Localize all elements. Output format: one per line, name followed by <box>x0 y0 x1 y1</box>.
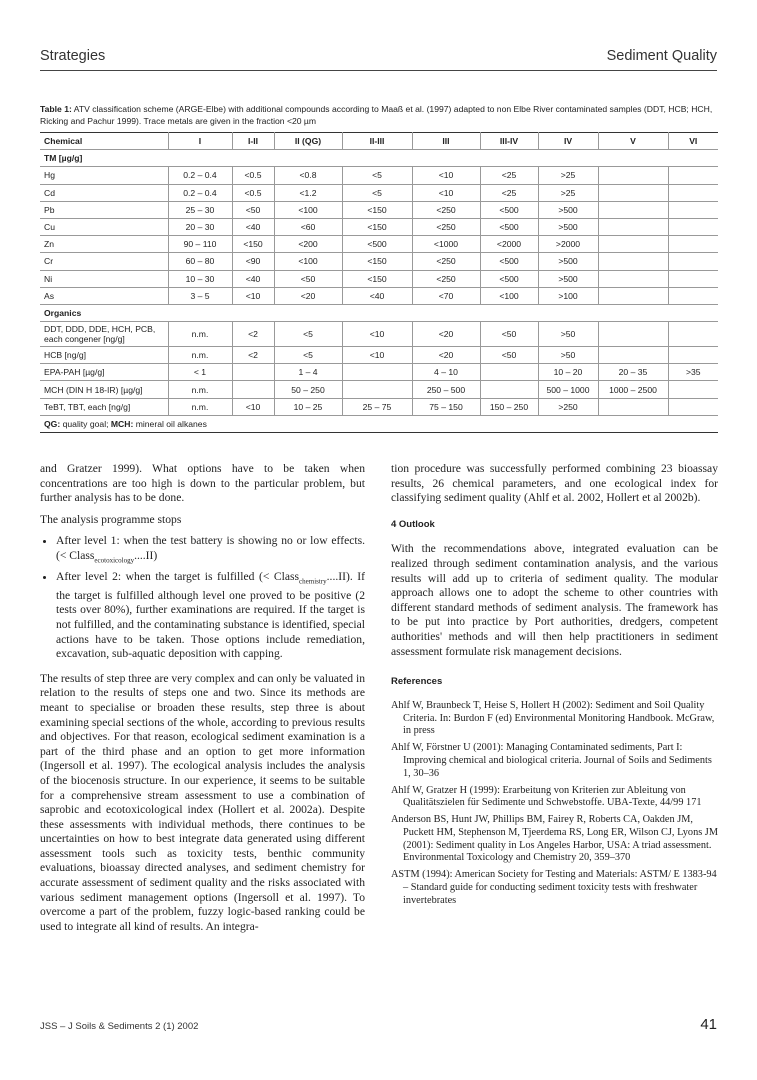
table-cell: <70 <box>412 287 480 304</box>
table-cell: >25 <box>538 184 598 201</box>
table-cell: 10 – 30 <box>168 270 232 287</box>
table-cell: 90 – 110 <box>168 236 232 253</box>
table-cell: 0.2 – 0.4 <box>168 167 232 184</box>
table-cell: < 1 <box>168 364 232 381</box>
table-row <box>40 218 718 235</box>
table-cell <box>668 287 718 304</box>
table-cell: 0.2 – 0.4 <box>168 184 232 201</box>
row-label: HCB [ng/g] <box>40 347 168 364</box>
table-cell: n.m. <box>168 347 232 364</box>
table-cell <box>668 347 718 364</box>
table-row <box>40 287 718 304</box>
table-cell: n.m. <box>168 398 232 415</box>
table-cell: <0.8 <box>274 167 342 184</box>
table-row <box>40 347 718 364</box>
running-header <box>40 48 717 71</box>
table-cell: <10 <box>412 167 480 184</box>
table-cell: <40 <box>342 287 412 304</box>
table-row <box>40 184 718 201</box>
reference-item: Anderson BS, Hunt JW, Phillips BM, Fairey R, Roberts CA, Oakden JM, Puckett HM, Stephenson M, Tjeerdema RS, Long ER, Wilson CJ, Lyons JM (2001): Sediment quality in Los Angeles Harbor, USA: A triad assessment. Environmental Toxicology and Chemistry 20, 359–370 <box>391 814 718 864</box>
table-cell: 1000 – 2500 <box>598 381 668 398</box>
table-cell <box>480 364 538 381</box>
table-cell: >35 <box>668 364 718 381</box>
left-column <box>40 462 365 941</box>
table-footnote: QG: quality goal; MCH: mineral oil alkanes <box>40 415 718 432</box>
table-cell <box>598 236 668 253</box>
table-cell: <40 <box>232 270 274 287</box>
row-label: MCH (DIN H 18-IR) [µg/g] <box>40 381 168 398</box>
header-topic: Sediment Quality <box>606 48 717 64</box>
paragraph: and Gratzer 1999). What options have to be taken when concentrations are too high is down to the particular problem, but further analysis has to be done. <box>40 462 365 505</box>
table-cell: <150 <box>342 253 412 270</box>
table-header-row <box>40 133 718 150</box>
reference-item: ASTM (1994): American Society for Testing and Materials: ASTM/ E 1383-94 – Standard guide for conducting sediment toxicity tests with freshwater invertebrates <box>391 869 717 906</box>
row-label: Zn <box>40 236 168 253</box>
section-heading-outlook: 4 Outlook <box>391 518 435 530</box>
table-cell: <100 <box>480 287 538 304</box>
journal-citation: JSS – J Soils & Sediments 2 (1) 2002 <box>40 1021 199 1032</box>
table-cell <box>668 253 718 270</box>
table-row <box>40 201 718 218</box>
table-cell: 60 – 80 <box>168 253 232 270</box>
table-row <box>40 381 718 398</box>
column-header: Chemical <box>40 133 168 150</box>
table-cell: <500 <box>480 270 538 287</box>
table-cell: >100 <box>538 287 598 304</box>
table-cell: 250 – 500 <box>412 381 480 398</box>
table-cell: >500 <box>538 270 598 287</box>
table-cell: <20 <box>412 322 480 347</box>
row-label: Cd <box>40 184 168 201</box>
table-cell: 4 – 10 <box>412 364 480 381</box>
section-row-organics: Organics <box>40 304 718 321</box>
row-label: As <box>40 287 168 304</box>
row-label: EPA-PAH [µg/g] <box>40 364 168 381</box>
table-cell: <2 <box>232 347 274 364</box>
table-cell: >250 <box>538 398 598 415</box>
list-item: • After level 1: when the test battery is showing no or low effects. (< Class$_{ecotoxicology}$....II) <box>56 534 365 568</box>
table-cell: 25 – 75 <box>342 398 412 415</box>
table-cell <box>598 398 668 415</box>
table-cell <box>342 364 412 381</box>
table-cell: <60 <box>274 218 342 235</box>
table-cell: <1.2 <box>274 184 342 201</box>
table-cell: <250 <box>412 201 480 218</box>
bullet-list <box>40 534 365 661</box>
table-row <box>40 236 718 253</box>
table-body <box>40 150 718 433</box>
table-cell: 1 – 4 <box>274 364 342 381</box>
table-cell: <25 <box>480 167 538 184</box>
table-cell: <500 <box>342 236 412 253</box>
paragraph: The analysis programme stops <box>40 512 182 526</box>
table-cell: >25 <box>538 167 598 184</box>
running-footer <box>40 1018 717 1036</box>
column-header: VI <box>668 133 718 150</box>
table-cell <box>598 167 668 184</box>
table-cell: <25 <box>480 184 538 201</box>
table-cell <box>668 270 718 287</box>
table-cell: >50 <box>538 347 598 364</box>
row-label: DDT, DDD, DDE, HCH, PCB, each congener [ng/g] <box>40 322 168 347</box>
table-row <box>40 398 718 415</box>
table-cell: 150 – 250 <box>480 398 538 415</box>
table-cell: <10 <box>342 322 412 347</box>
table-row <box>40 270 718 287</box>
table-row <box>40 167 718 184</box>
table-cell: 25 – 30 <box>168 201 232 218</box>
column-header: III <box>412 133 480 150</box>
row-label: TeBT, TBT, each [ng/g] <box>40 398 168 415</box>
caption-text: ATV classification scheme (ARGE-Elbe) with additional compounds according to Maaß et al. (1997) adapted to non Elbe River contaminated samples (DDT, HCB; HCH, Ricking and Pachur 1999). Trace metals are given in the fraction <20 µm <box>40 104 713 126</box>
column-header: II (QG) <box>274 133 342 150</box>
row-label: Pb <box>40 201 168 218</box>
table-cell: >2000 <box>538 236 598 253</box>
row-label: Cr <box>40 253 168 270</box>
table-cell: <5 <box>342 167 412 184</box>
table-cell: <250 <box>412 253 480 270</box>
section-heading-references: References <box>391 676 443 688</box>
table-cell: <250 <box>412 218 480 235</box>
table-cell <box>598 218 668 235</box>
row-label: Ni <box>40 270 168 287</box>
paragraph: tion procedure was successfully performed combining 23 bioassay results, 26 chemical parameters, and one ecological index for classifying sediment quality (Ahlf et al. 2002, Hollert et al 2002b). <box>391 462 718 505</box>
table-cell: <20 <box>274 287 342 304</box>
table-cell: <0.5 <box>232 167 274 184</box>
table-cell: 10 – 25 <box>274 398 342 415</box>
table-cell: >500 <box>538 201 598 218</box>
caption-label: Table 1: <box>40 104 72 114</box>
column-header: IV <box>538 133 598 150</box>
table-cell: 10 – 20 <box>538 364 598 381</box>
table-cell <box>668 236 718 253</box>
table-cell <box>668 201 718 218</box>
table-cell <box>480 381 538 398</box>
table-cell: <90 <box>232 253 274 270</box>
table-cell <box>232 364 274 381</box>
table-cell: <5 <box>274 322 342 347</box>
table-cell <box>598 184 668 201</box>
table-cell: <50 <box>274 270 342 287</box>
table-cell: 50 – 250 <box>274 381 342 398</box>
table-row <box>40 253 718 270</box>
column-header: I-II <box>232 133 274 150</box>
table-cell: <10 <box>342 347 412 364</box>
table-cell: n.m. <box>168 322 232 347</box>
table-cell <box>598 201 668 218</box>
table-cell <box>598 270 668 287</box>
list-item: • After level 2: when the target is fulfilled (< Class$_{chemistry}$....II). If the target is fulfilled although level one proved to be positive (2 tests over 80%), further examinations are required. If the target is not fulfilled, and the contaminating substance is identified, special actions have to be taken. Those options include remediation, excavation, sub-aquatic deposition with capping. <box>56 570 365 662</box>
row-label: Hg <box>40 167 168 184</box>
table-cell: <10 <box>412 184 480 201</box>
reference-item: Ahlf W, Gratzer H (1999): Erarbeitung von Kriterien zur Ableitung von Qualitätszielen für Sedimente und Schwebstoffe. UBA-Texte, 44/99 171 <box>391 784 702 809</box>
table-cell <box>668 398 718 415</box>
table-cell: >500 <box>538 218 598 235</box>
table-cell: <100 <box>274 253 342 270</box>
table-cell: 3 – 5 <box>168 287 232 304</box>
table-cell: <150 <box>342 218 412 235</box>
table-cell: <10 <box>232 398 274 415</box>
paragraph: With the recommendations above, integrated evaluation can be realized through sediment contamination analysis, and the various results will add up to criteria of sediment quality. The modular approach allows one to adopt the scheme to other countries with different standard methods of sediment analysis. The framework has to be put into practice by Port authorities, dredgers, competent authorities' methods and will then help practitioners in sediment assessment formulate risk management decisions. <box>391 542 718 658</box>
table-cell <box>598 253 668 270</box>
table-cell: <5 <box>274 347 342 364</box>
reference-item: Ahlf W, Förstner U (2001): Managing Contaminated sediments, Part I: Improving chemical and biological criteria. Journal of Soils and Sediments 1, 30–36 <box>391 742 712 779</box>
right-column <box>391 462 718 912</box>
table-cell: <500 <box>480 201 538 218</box>
unit-row: TM [µg/g] <box>40 150 718 167</box>
table-cell <box>598 287 668 304</box>
table-cell: <150 <box>232 236 274 253</box>
table-cell: >500 <box>538 253 598 270</box>
row-label: Cu <box>40 218 168 235</box>
table-cell: n.m. <box>168 381 232 398</box>
table-cell: <250 <box>412 270 480 287</box>
table-cell <box>668 184 718 201</box>
table-cell: 500 – 1000 <box>538 381 598 398</box>
table-cell: 75 – 150 <box>412 398 480 415</box>
table-cell: <2000 <box>480 236 538 253</box>
table-cell: <200 <box>274 236 342 253</box>
column-header: II-III <box>342 133 412 150</box>
table-cell: <500 <box>480 253 538 270</box>
table-cell <box>668 381 718 398</box>
table-cell: <50 <box>480 322 538 347</box>
table-cell: <2 <box>232 322 274 347</box>
table-row <box>40 322 718 347</box>
table-cell: <1000 <box>412 236 480 253</box>
table-cell <box>342 381 412 398</box>
table-cell: 20 – 30 <box>168 218 232 235</box>
table-cell: <40 <box>232 218 274 235</box>
table-cell <box>668 218 718 235</box>
table-cell: <500 <box>480 218 538 235</box>
table-cell <box>232 381 274 398</box>
column-header: III-IV <box>480 133 538 150</box>
table-cell: <20 <box>412 347 480 364</box>
table-cell <box>668 167 718 184</box>
table-cell: <50 <box>232 201 274 218</box>
table-cell: <150 <box>342 201 412 218</box>
header-section: Strategies <box>40 48 106 64</box>
table-cell <box>668 322 718 347</box>
reference-item: Ahlf W, Braunbeck T, Heise S, Hollert H (2002): Sediment and Soil Quality Criteria. In: Burdon F (ed) Environmental Monitoring Handbook. McGraw, in press <box>391 699 715 737</box>
table-cell <box>598 347 668 364</box>
classification-table <box>40 132 718 433</box>
table-cell: 20 – 35 <box>598 364 668 381</box>
page-number: 41 <box>700 1016 717 1033</box>
table-cell <box>598 322 668 347</box>
table-cell: <100 <box>274 201 342 218</box>
paragraph: The results of step three are very complex and can only be valuated in relation to the results of steps one and two. Since its methods are meant to specialise or broaden these results, step three is about examining special sections of the whole, according to previous results and objectives. For that reason, ecological sediment examination is a part of the third phase and an option to get more information (Ingersoll et al. 1997). The ecological analysis includes the analysis of the biocenosis structure. In our experience, it seems to be suitable for a comprehensive stream assessment to use a combination of saprobic and ecotoxicological index (Hollert et al. 2002a). Despite these assessments with individual methods, there continues to be uncertainties on how to best integrate data generated using different assessment tools such as toxicity tests, benthic community evaluations, bioassay directed analyses, and sediment chemistry for accurate assessment of sediment quality and the risks associated with various sediment management options (Ingersoll et al. 1997). To overcome a part of the problem, fuzzy logic-based ranking could be used to integrate all kind of results. An integra- <box>40 671 365 933</box>
table-cell: >50 <box>538 322 598 347</box>
table-cell: <10 <box>232 287 274 304</box>
column-header: V <box>598 133 668 150</box>
table-cell: <50 <box>480 347 538 364</box>
table-row <box>40 364 718 381</box>
column-header: I <box>168 133 232 150</box>
table-cell: <5 <box>342 184 412 201</box>
table-caption <box>40 103 718 127</box>
table-cell: <0.5 <box>232 184 274 201</box>
table-cell: <150 <box>342 270 412 287</box>
